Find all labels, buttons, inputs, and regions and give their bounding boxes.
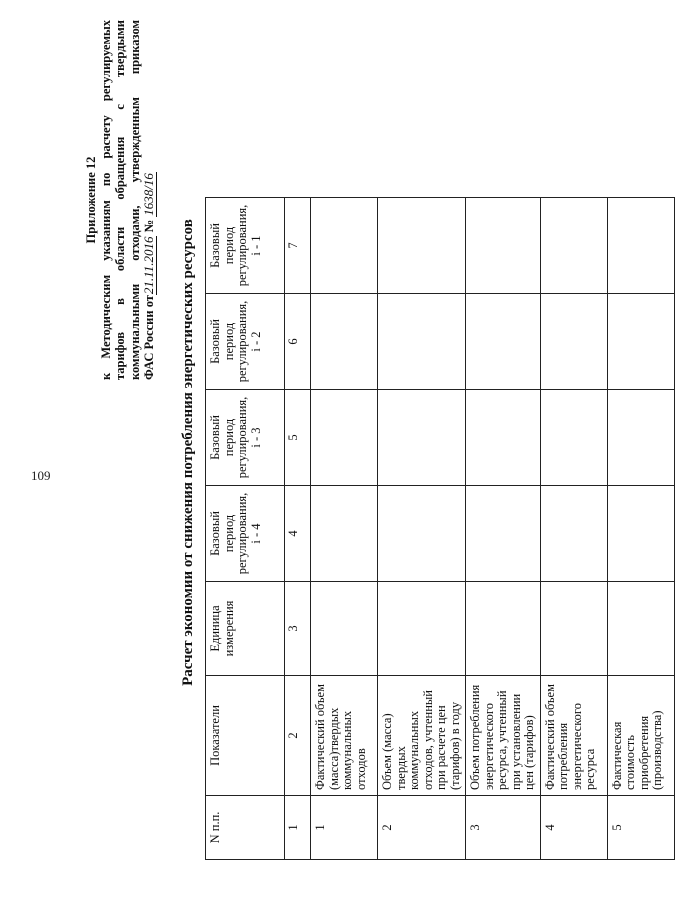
column-number: 4 (285, 486, 311, 582)
appendix-line-1: к Методическим указаниям по расчету регулируемых (98, 20, 113, 380)
table-header-row (206, 198, 285, 860)
column-number: 3 (285, 582, 311, 676)
indicator-cell: Фактическая стоимость приобретения (производства) (607, 676, 674, 796)
header-cell: Базовый период регулирования, i - 3 (206, 390, 285, 486)
table-row (311, 198, 378, 860)
empty-cell (540, 390, 607, 486)
appendix-line-4 (142, 20, 157, 380)
table-row (466, 198, 541, 860)
appendix-line-2: тарифов в области обращения с твердыми (113, 20, 127, 380)
empty-cell (607, 582, 674, 676)
document-title: Расчет экономии от снижения потребления энергетических ресурсов (180, 219, 196, 686)
energy-savings-table (205, 197, 675, 860)
empty-cell (466, 390, 541, 486)
empty-cell (311, 486, 378, 582)
table-row (378, 198, 466, 860)
row-number: 5 (607, 796, 674, 860)
column-number: 7 (285, 198, 311, 294)
empty-cell (378, 294, 466, 390)
indicator-cell: Фактический объем потребления энергетического ресурса (540, 676, 607, 796)
empty-cell (311, 198, 378, 294)
header-cell: Базовый период регулирования, i - 2 (206, 294, 285, 390)
order-prefix: ФАС России от (142, 295, 156, 380)
row-number: 1 (311, 796, 378, 860)
empty-cell (466, 486, 541, 582)
empty-cell (311, 390, 378, 486)
indicator-cell: Объем потребления энергетического ресурса, учтенный при установлении цен (тарифов) (466, 676, 541, 796)
column-number: 1 (285, 796, 311, 860)
empty-cell (607, 390, 674, 486)
empty-cell (311, 582, 378, 676)
appendix-header (84, 20, 157, 380)
header-cell: Показатели (206, 676, 285, 796)
empty-cell (607, 294, 674, 390)
column-number: 6 (285, 294, 311, 390)
table-row (540, 198, 607, 860)
row-number: 4 (540, 796, 607, 860)
empty-cell (466, 582, 541, 676)
appendix-line-3: коммунальными отходами, утвержденным приказом (127, 20, 142, 380)
handwritten-date: 21.11.2016 (141, 236, 156, 295)
row-number: 3 (466, 796, 541, 860)
column-number: 2 (285, 676, 311, 796)
empty-cell (540, 582, 607, 676)
number-label: № (142, 219, 156, 233)
header-cell: Базовый период регулирования, i - 4 (206, 486, 285, 582)
appendix-title: Приложение 12 (84, 156, 98, 244)
page-number: 109 (31, 468, 51, 483)
indicator-cell: Фактический объем (масса)твердых коммунальных отходов (311, 676, 378, 796)
empty-cell (378, 198, 466, 294)
empty-cell (466, 198, 541, 294)
header-cell: Единица измерения (206, 582, 285, 676)
empty-cell (607, 198, 674, 294)
empty-cell (540, 294, 607, 390)
empty-cell (378, 486, 466, 582)
header-cell: Базовый период регулирования, i - 1 (206, 198, 285, 294)
column-number-row (285, 198, 311, 860)
empty-cell (540, 486, 607, 582)
handwritten-order-number: 1638/16 (141, 173, 156, 216)
empty-cell (540, 198, 607, 294)
header-cell: N п.п. (206, 796, 285, 860)
empty-cell (466, 294, 541, 390)
row-number: 2 (378, 796, 466, 860)
empty-cell (311, 294, 378, 390)
column-number: 5 (285, 390, 311, 486)
table-row (607, 198, 674, 860)
empty-cell (378, 582, 466, 676)
empty-cell (607, 486, 674, 582)
empty-cell (378, 390, 466, 486)
indicator-cell: Объем (масса) твердых коммунальных отходов, учтенный при расчете цен (тарифов) в году (378, 676, 466, 796)
